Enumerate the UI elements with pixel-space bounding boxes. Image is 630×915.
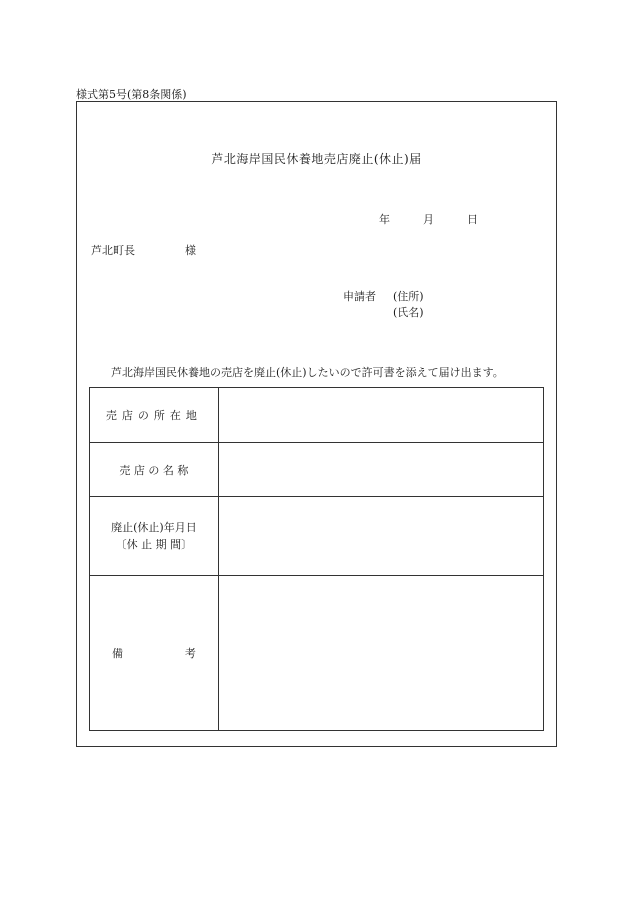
date-day-label: 日 (467, 213, 478, 226)
applicant-address-label: (住所) (393, 290, 424, 303)
closure-date-label: 廃止(休止)年月日 (111, 521, 197, 534)
remarks-field[interactable] (218, 576, 543, 731)
shop-name-label: 売 店 の 名 称 (90, 443, 219, 497)
table-row (90, 388, 544, 443)
body-text: 芦北海岸国民休養地の売店を廃止(休止)したいので許可書を添えて届け出ます。 (111, 366, 504, 379)
closure-date-cell (90, 497, 219, 576)
shop-name-field[interactable] (218, 443, 543, 497)
table-row (90, 497, 544, 576)
form-title: 芦北海岸国民休養地売店廃止(休止)届 (211, 152, 422, 166)
details-table (89, 387, 544, 731)
date-year-label: 年 (379, 213, 390, 226)
location-field[interactable] (218, 388, 543, 443)
date-month-label: 月 (423, 213, 434, 226)
date-row (379, 211, 478, 227)
closure-period-label: 〔休 止 期 間〕 (115, 538, 193, 551)
remarks-label (96, 645, 212, 661)
remarks-label-right: 考 (184, 647, 196, 660)
table-row (90, 576, 544, 731)
addressee-name: 芦北町長 (91, 244, 135, 257)
applicant-name-label: (氏名) (393, 306, 424, 319)
location-label: 売店の所在地 (90, 388, 219, 443)
remarks-label-left: 備 (112, 647, 123, 660)
table-row (90, 443, 544, 497)
applicant-label: 申請者 (343, 290, 376, 303)
form-number: 様式第5号(第8条関係) (76, 88, 187, 101)
closure-date-field[interactable] (218, 497, 543, 576)
remarks-cell (90, 576, 219, 731)
form-frame (76, 101, 557, 747)
addressee-honorific: 様 (185, 244, 196, 257)
